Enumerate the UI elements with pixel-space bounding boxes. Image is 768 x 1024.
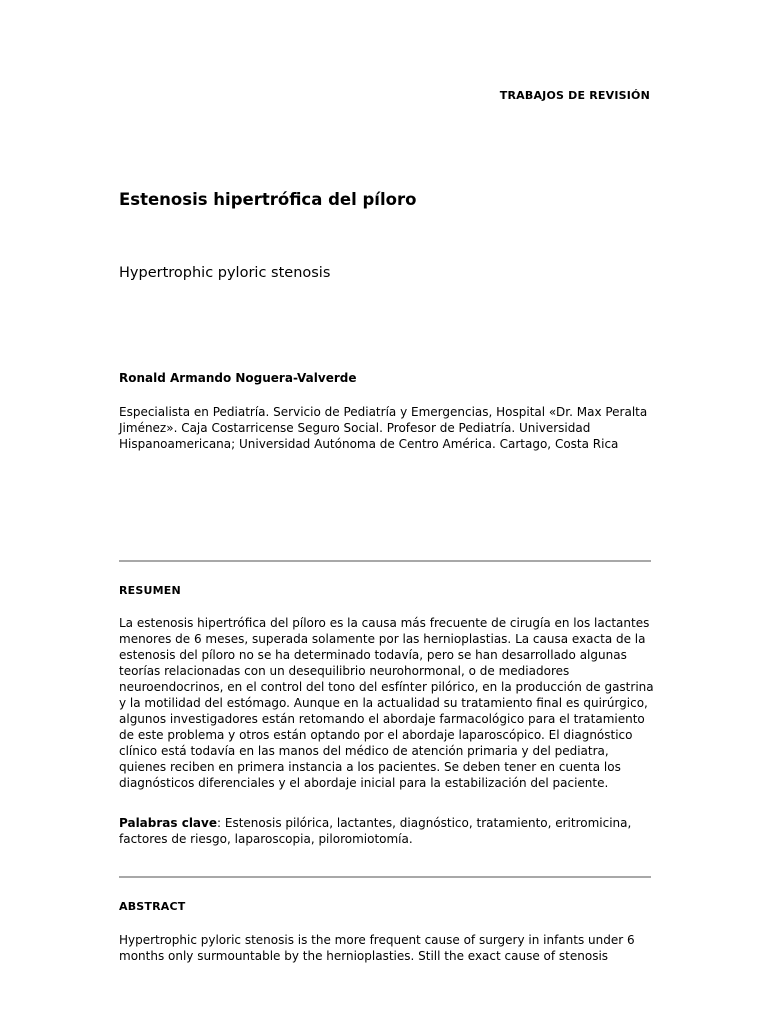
author-affiliation: Especialista en Pediatría. Servicio de Pediatría y Emergencias, Hospital «Dr. Max Peralta Jiménez». Caja Costarricense Seguro Social. Profesor de Pediatría. Universidad Hispanoamericana; Universidad Autónoma de Centro América. Cartago, Costa Rica bbox=[119, 405, 648, 451]
abstract-body: Hypertrophic pyloric stenosis is the more frequent cause of surgery in infants under 6 months only surmountable by the hernioplasties. Still the exact cause of stenosis bbox=[119, 933, 635, 963]
author-name: Ronald Armando Noguera-Valverde bbox=[119, 371, 357, 385]
resumen-body: La estenosis hipertrófica del píloro es la causa más frecuente de cirugía en los lactantes menores de 6 meses, superada solamente por las hernioplastias. La causa exacta de la estenosis del píloro no se ha determinado todavía, pero se han desarrollado algunas teorías relacionadas con un desequilibrio neurohormonal, o de mediadores neuroendocrinos, en el control del tono del esfínter pilórico, en la producción de gastrina y la motilidad del estómago. Aunque en la actualidad su tratamiento final es quirúrgico, algunos investigadores están retomando el abordaje farmacológico para el tratamiento de este problema y otros están optando por el abordaje laparoscópico. El diagnóstico clínico está todavía en las manos del médico de atención primaria y del pediatra, quienes reciben en primera instancia a los pacientes. Se deben tener en cuenta los diagnósticos diferenciales y el abordaje inicial para la estabilización del paciente. bbox=[119, 616, 654, 790]
article-title-spanish: Estenosis hipertrófica del píloro bbox=[119, 190, 417, 209]
abstract-heading: ABSTRACT bbox=[119, 900, 186, 913]
section-divider bbox=[119, 876, 651, 878]
keywords-label: Palabras clave bbox=[119, 816, 217, 830]
keywords-text: : Estenosis pilórica, lactantes, diagnóstico, tratamiento, eritromicina, factores de riesgo, laparoscopia, piloromiotomía. bbox=[119, 816, 632, 846]
article-title-english: Hypertrophic pyloric stenosis bbox=[119, 265, 331, 281]
keywords-paragraph bbox=[119, 815, 659, 847]
resumen-heading: RESUMEN bbox=[119, 584, 181, 597]
section-divider bbox=[119, 560, 651, 562]
section-label: TRABAJOS DE REVISIÓN bbox=[499, 89, 650, 102]
